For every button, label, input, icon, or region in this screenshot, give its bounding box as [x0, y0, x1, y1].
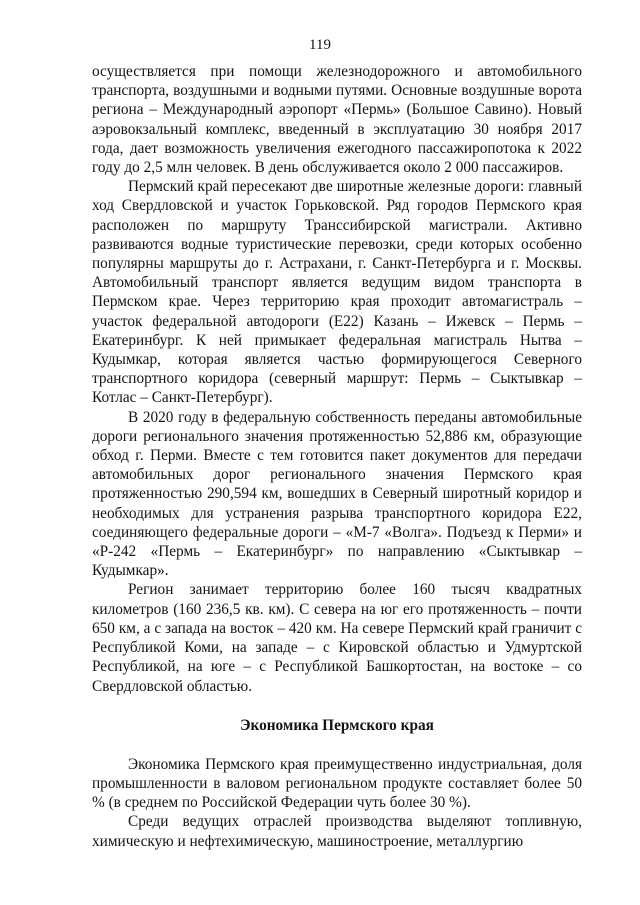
paragraph-federal-roads: В 2020 году в федеральную собственность переданы автомобильные дороги регионального значения протяженностью 52,886 км, образующие обход г. Перми. Вместе с тем готовится пакет документов для передачи автомобильных дорог регионального значения Пермского края протяженностью 290,594 км, вошедших в Северный широтный коридор и необходимых для устранения разрыва транспортного коридора Е22, соединяющего федеральные дороги – «М-7 «Волга». Подъезд к Перми» и «Р-242 «Пермь – Екатеринбург» по направлению «Сыктывкар – Кудымкар».: [92, 408, 582, 580]
paragraph-transport-air: осуществляется при помощи железнодорожного и автомобильного транспорта, воздушными и водными путями. Основные воздушные ворота региона – Международный аэропорт «Пермь» (Большое Савино). Новый аэровокзальный комплекс, введенный в эксплуатацию 30 ноября 2017 года, дает возможность увеличения ежегодного пассажиропотока к 2022 году до 2,5 млн человек. В день обслуживается около 2 000 пассажиров.: [92, 63, 582, 177]
page-number: 119: [309, 37, 331, 53]
paragraph-economy-industry-share: Экономика Пермского края преимущественно индустриальная, доля промышленности в валовом региональном продукте составляет более 50 % (в среднем по Российской Федерации чуть более 30 %).: [92, 755, 582, 812]
paragraph-economy-sectors: Среди ведущих отраслей производства выделяют топливную, химическую и нефтехимическую, машиностроение, металлургию: [92, 813, 582, 850]
document-body: [92, 62, 582, 851]
paragraph-region-territory: Регион занимает территорию более 160 тысяч квадратных километров (160 236,5 кв. км). С севера на юг его протяженность – почти 650 км, а с запада на восток – 420 км. На севере Пермский край граничит с Республикой Коми, на западе – с Кировской областью и Удмуртской Республикой, на юге – с Республикой Башкортостан, на востоке – со Свердловской областью.: [92, 581, 582, 695]
section-heading: Экономика Пермского края: [240, 716, 434, 734]
paragraph-transport-rail-road: Пермский край пересекают две широтные железные дороги: главный ход Свердловской и участок Горьковской. Ряд городов Пермского края расположен по маршруту Транссибирской магистрали. Активно развиваются водные туристические перевозки, среди которых особенно популярны маршруты до г. Астрахани, г. Санкт-Петербурга и г. Москвы. Автомобильный транспорт является ведущим видом транспорта в Пермском крае. Через территорию края проходит автомагистраль – участок федеральной автодороги (Е22) Казань – Ижевск – Пермь – Екатеринбург. К ней примыкает федеральная магистраль Нытва – Кудымкар, которая является частью формирующегося Северного транспортного коридора (северный маршрут: Пермь – Сыктывкар – Котлас – Санкт-Петербург).: [92, 178, 582, 407]
